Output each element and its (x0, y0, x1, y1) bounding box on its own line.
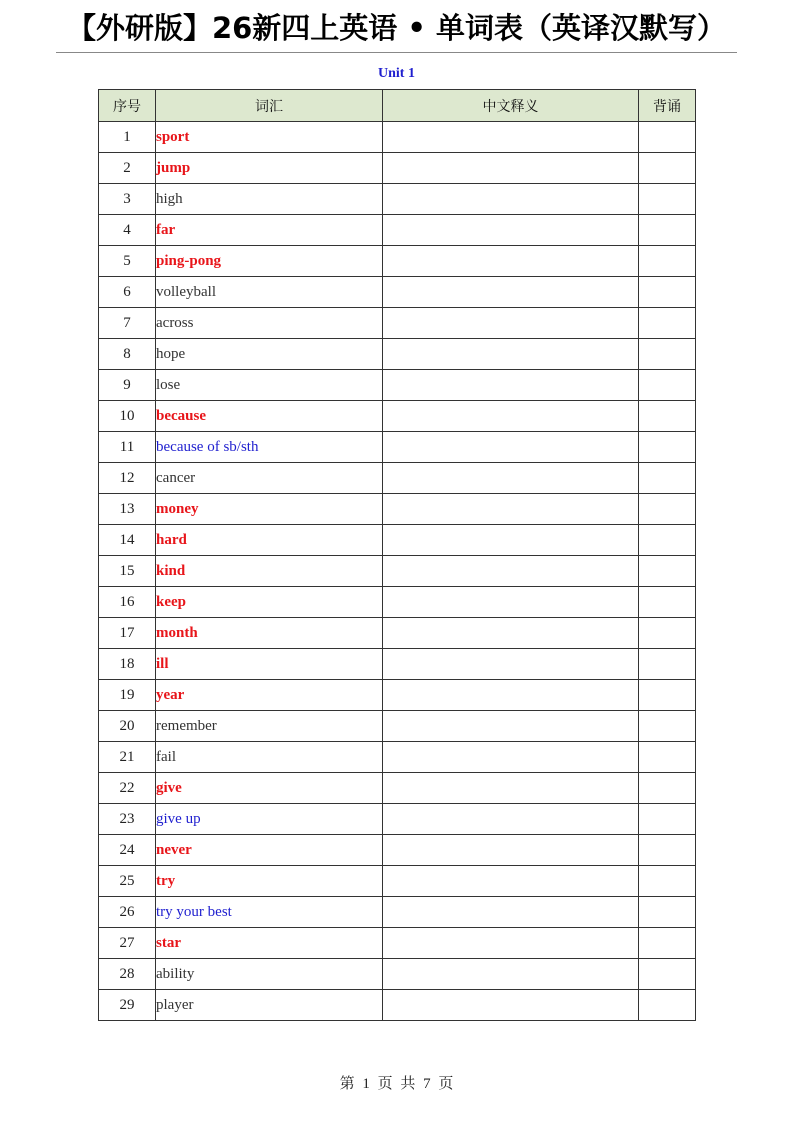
vocab-word: player (156, 990, 383, 1021)
vocab-word: money (156, 494, 383, 525)
vocab-word: year (156, 680, 383, 711)
row-index: 6 (99, 277, 156, 308)
meaning-answer-cell[interactable] (383, 153, 639, 184)
meaning-answer-cell[interactable] (383, 804, 639, 835)
meaning-answer-cell[interactable] (383, 742, 639, 773)
row-index: 12 (99, 463, 156, 494)
meaning-answer-cell[interactable] (383, 835, 639, 866)
vocab-word: because (156, 401, 383, 432)
recite-check-cell[interactable] (639, 897, 696, 928)
row-index: 25 (99, 866, 156, 897)
table-row (99, 804, 696, 835)
vocab-word: across (156, 308, 383, 339)
meaning-answer-cell[interactable] (383, 649, 639, 680)
meaning-answer-cell[interactable] (383, 463, 639, 494)
recite-check-cell[interactable] (639, 277, 696, 308)
vocab-word: month (156, 618, 383, 649)
row-index: 3 (99, 184, 156, 215)
vocab-word: give up (156, 804, 383, 835)
row-index: 24 (99, 835, 156, 866)
table-row (99, 835, 696, 866)
table-row (99, 153, 696, 184)
table-header-row (99, 90, 696, 122)
recite-check-cell[interactable] (639, 556, 696, 587)
row-index: 28 (99, 959, 156, 990)
recite-check-cell[interactable] (639, 525, 696, 556)
row-index: 15 (99, 556, 156, 587)
recite-check-cell[interactable] (639, 990, 696, 1021)
table-row (99, 587, 696, 618)
table-row (99, 897, 696, 928)
table-row (99, 649, 696, 680)
recite-check-cell[interactable] (639, 587, 696, 618)
column-header-meaning: 中文释义 (383, 90, 639, 122)
vocab-word: hard (156, 525, 383, 556)
vocab-word: ill (156, 649, 383, 680)
meaning-answer-cell[interactable] (383, 928, 639, 959)
recite-check-cell[interactable] (639, 649, 696, 680)
column-header-index: 序号 (99, 90, 156, 122)
table-row (99, 618, 696, 649)
vocab-word: because of sb/sth (156, 432, 383, 463)
recite-check-cell[interactable] (639, 866, 696, 897)
recite-check-cell[interactable] (639, 401, 696, 432)
row-index: 21 (99, 742, 156, 773)
meaning-answer-cell[interactable] (383, 711, 639, 742)
row-index: 7 (99, 308, 156, 339)
table-row (99, 711, 696, 742)
unit-heading: Unit 1 (378, 66, 415, 81)
meaning-answer-cell[interactable] (383, 432, 639, 463)
row-index: 17 (99, 618, 156, 649)
recite-check-cell[interactable] (639, 122, 696, 153)
recite-check-cell[interactable] (639, 215, 696, 246)
vocab-word: sport (156, 122, 383, 153)
meaning-answer-cell[interactable] (383, 990, 639, 1021)
row-index: 20 (99, 711, 156, 742)
meaning-answer-cell[interactable] (383, 773, 639, 804)
table-row (99, 184, 696, 215)
meaning-answer-cell[interactable] (383, 308, 639, 339)
row-index: 1 (99, 122, 156, 153)
recite-check-cell[interactable] (639, 928, 696, 959)
row-index: 5 (99, 246, 156, 277)
recite-check-cell[interactable] (639, 804, 696, 835)
vocab-word: try your best (156, 897, 383, 928)
meaning-answer-cell[interactable] (383, 370, 639, 401)
table-row (99, 215, 696, 246)
recite-check-cell[interactable] (639, 153, 696, 184)
recite-check-cell[interactable] (639, 494, 696, 525)
table-row (99, 990, 696, 1021)
table-row (99, 680, 696, 711)
row-index: 4 (99, 215, 156, 246)
vocab-word: ability (156, 959, 383, 990)
recite-check-cell[interactable] (639, 246, 696, 277)
table-row (99, 742, 696, 773)
row-index: 19 (99, 680, 156, 711)
vocabulary-table-body (99, 122, 696, 1021)
column-header-word: 词汇 (156, 90, 383, 122)
row-index: 14 (99, 525, 156, 556)
row-index: 13 (99, 494, 156, 525)
row-index: 26 (99, 897, 156, 928)
vocab-word: volleyball (156, 277, 383, 308)
recite-check-cell[interactable] (639, 618, 696, 649)
row-index: 10 (99, 401, 156, 432)
table-row (99, 277, 696, 308)
vocab-word: never (156, 835, 383, 866)
meaning-answer-cell[interactable] (383, 277, 639, 308)
table-row (99, 370, 696, 401)
column-header-recite: 背诵 (639, 90, 696, 122)
vocab-word: star (156, 928, 383, 959)
table-row (99, 928, 696, 959)
meaning-answer-cell[interactable] (383, 494, 639, 525)
meaning-answer-cell[interactable] (383, 618, 639, 649)
table-row (99, 339, 696, 370)
row-index: 8 (99, 339, 156, 370)
meaning-answer-cell[interactable] (383, 680, 639, 711)
vocab-word: hope (156, 339, 383, 370)
vocab-word: give (156, 773, 383, 804)
vocab-word: ping-pong (156, 246, 383, 277)
row-index: 22 (99, 773, 156, 804)
table-row (99, 494, 696, 525)
recite-check-cell[interactable] (639, 370, 696, 401)
vocab-word: kind (156, 556, 383, 587)
recite-check-cell[interactable] (639, 463, 696, 494)
vocabulary-table (98, 89, 696, 1021)
meaning-answer-cell[interactable] (383, 959, 639, 990)
row-index: 16 (99, 587, 156, 618)
vocab-word: fail (156, 742, 383, 773)
meaning-answer-cell[interactable] (383, 401, 639, 432)
table-row (99, 463, 696, 494)
recite-check-cell[interactable] (639, 742, 696, 773)
meaning-answer-cell[interactable] (383, 525, 639, 556)
table-row (99, 525, 696, 556)
meaning-answer-cell[interactable] (383, 339, 639, 370)
table-row (99, 959, 696, 990)
vocab-word: far (156, 215, 383, 246)
recite-check-cell[interactable] (639, 835, 696, 866)
meaning-answer-cell[interactable] (383, 122, 639, 153)
vocab-word: lose (156, 370, 383, 401)
title-divider (56, 52, 737, 53)
table-row (99, 556, 696, 587)
row-index: 18 (99, 649, 156, 680)
table-row (99, 866, 696, 897)
document-title: 【外研版】26新四上英语 • 单词表（英译汉默写） (66, 11, 727, 45)
meaning-answer-cell[interactable] (383, 556, 639, 587)
meaning-answer-cell[interactable] (383, 184, 639, 215)
vocab-word: try (156, 866, 383, 897)
vocab-word: remember (156, 711, 383, 742)
row-index: 23 (99, 804, 156, 835)
row-index: 27 (99, 928, 156, 959)
row-index: 2 (99, 153, 156, 184)
table-row (99, 122, 696, 153)
meaning-answer-cell[interactable] (383, 897, 639, 928)
vocab-word: keep (156, 587, 383, 618)
table-row (99, 773, 696, 804)
recite-check-cell[interactable] (639, 432, 696, 463)
recite-check-cell[interactable] (639, 339, 696, 370)
vocab-word: high (156, 184, 383, 215)
table-row (99, 246, 696, 277)
meaning-answer-cell[interactable] (383, 215, 639, 246)
page-number: 第 1 页 共 7 页 (339, 1076, 454, 1092)
row-index: 11 (99, 432, 156, 463)
row-index: 29 (99, 990, 156, 1021)
meaning-answer-cell[interactable] (383, 246, 639, 277)
table-row (99, 401, 696, 432)
vocab-word: cancer (156, 463, 383, 494)
recite-check-cell[interactable] (639, 680, 696, 711)
recite-check-cell[interactable] (639, 184, 696, 215)
vocab-word: jump (156, 153, 383, 184)
table-row (99, 308, 696, 339)
recite-check-cell[interactable] (639, 773, 696, 804)
recite-check-cell[interactable] (639, 959, 696, 990)
row-index: 9 (99, 370, 156, 401)
recite-check-cell[interactable] (639, 308, 696, 339)
meaning-answer-cell[interactable] (383, 587, 639, 618)
meaning-answer-cell[interactable] (383, 866, 639, 897)
recite-check-cell[interactable] (639, 711, 696, 742)
table-row (99, 432, 696, 463)
